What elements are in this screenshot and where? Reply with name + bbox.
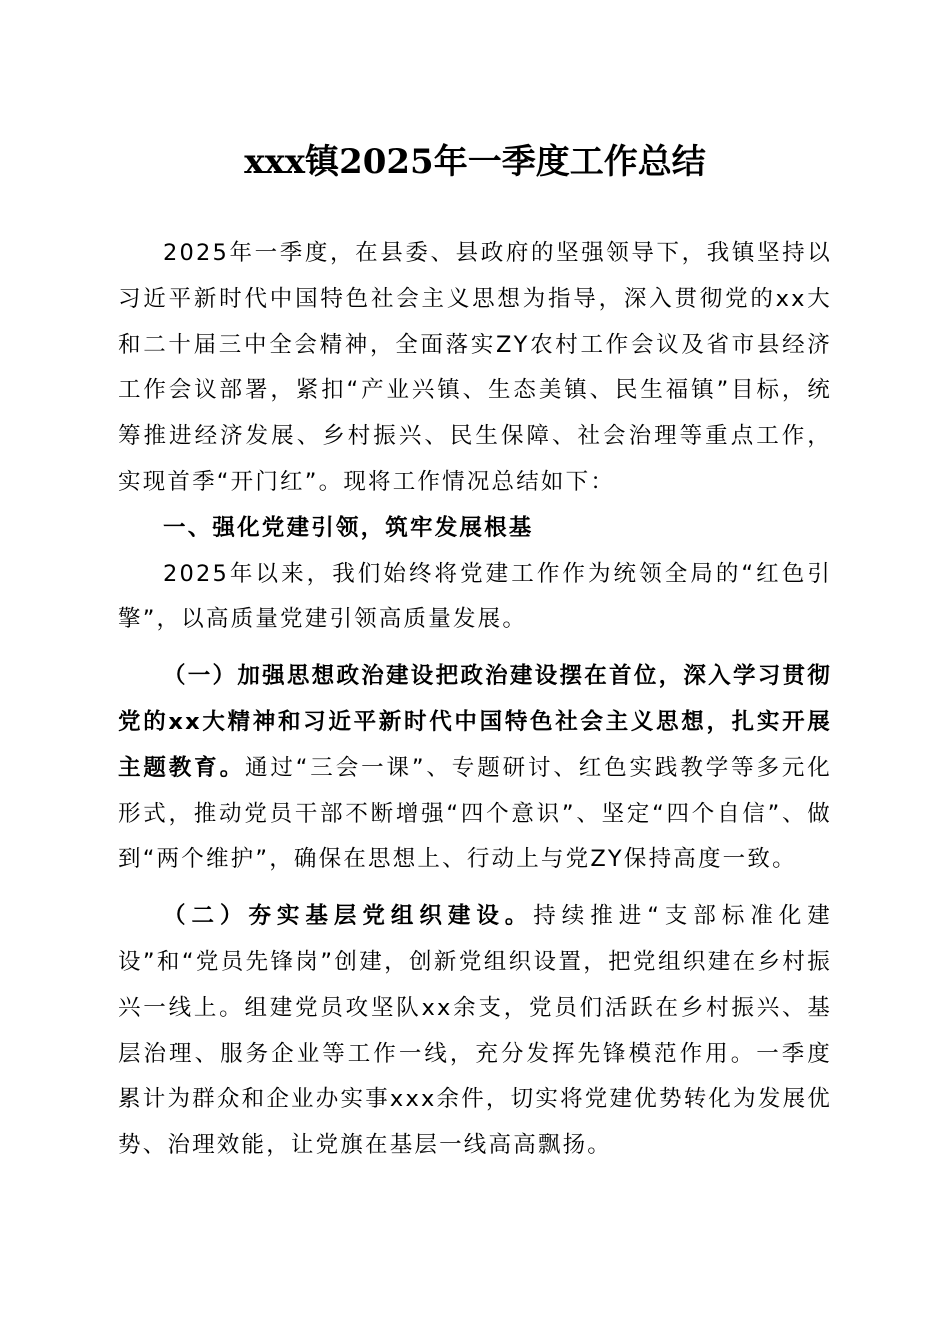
item-paragraph-2 — [118, 894, 832, 1169]
item-paragraph-1 — [118, 654, 832, 883]
document-title: xxx镇2025年一季度工作总结 — [244, 142, 706, 182]
section-intro-paragraph: 2025年以来，我们始终将党建工作作为统领全局的“红色引擎”，以高质量党建引领高质量发展。 — [118, 560, 832, 633]
intro-paragraph: 2025年一季度，在县委、县政府的坚强领导下，我镇坚持以习近平新时代中国特色社会主义思想为指导，深入贯彻党的xx大和二十届三中全会精神，全面落实ZY农村工作会议及省市县经济工作会议部署，紧扣“产业兴镇、生态美镇、民生福镇”目标，统筹推进经济发展、乡村振兴、民生保障、社会治理等重点工作，实现首季“开门红”。现将工作情况总结如下： — [118, 240, 832, 495]
document-body — [118, 231, 832, 1169]
document-page — [118, 0, 832, 1344]
section-heading: 一、强化党建引领，筑牢发展根基 — [163, 514, 534, 541]
item-lead-2: （二）夯实基层党组织建设。 — [163, 903, 534, 930]
item-text-2: 持续推进“支部标准化建设”和“党员先锋岗”创建，创新党组织设置，把党组织建在乡村振兴一线上。组建党员攻坚队xx余支，党员们活跃在乡村振兴、基层治理、服务企业等工作一线，充分发挥先锋模范作用。一季度累计为群众和企业办实事xxx余件，切实将党建优势转化为发展优势、治理效能，让党旗在基层一线高高飘扬。 — [118, 903, 832, 1159]
item-lead-1: （一）加强思想政治建设把政治建设摆在首位，深入学习贯彻党的xx大精神和习近平新时代中国特色社会主义思想，扎实开展主题教育。 — [118, 663, 832, 781]
item-text-1: 通过“三会一课”、专题研讨、红色实践教学等多元化形式，推动党员干部不断增强“四个意识”、坚定“四个自信”、做到“两个维护”，确保在思想上、行动上与党ZY保持高度一致。 — [118, 754, 832, 873]
